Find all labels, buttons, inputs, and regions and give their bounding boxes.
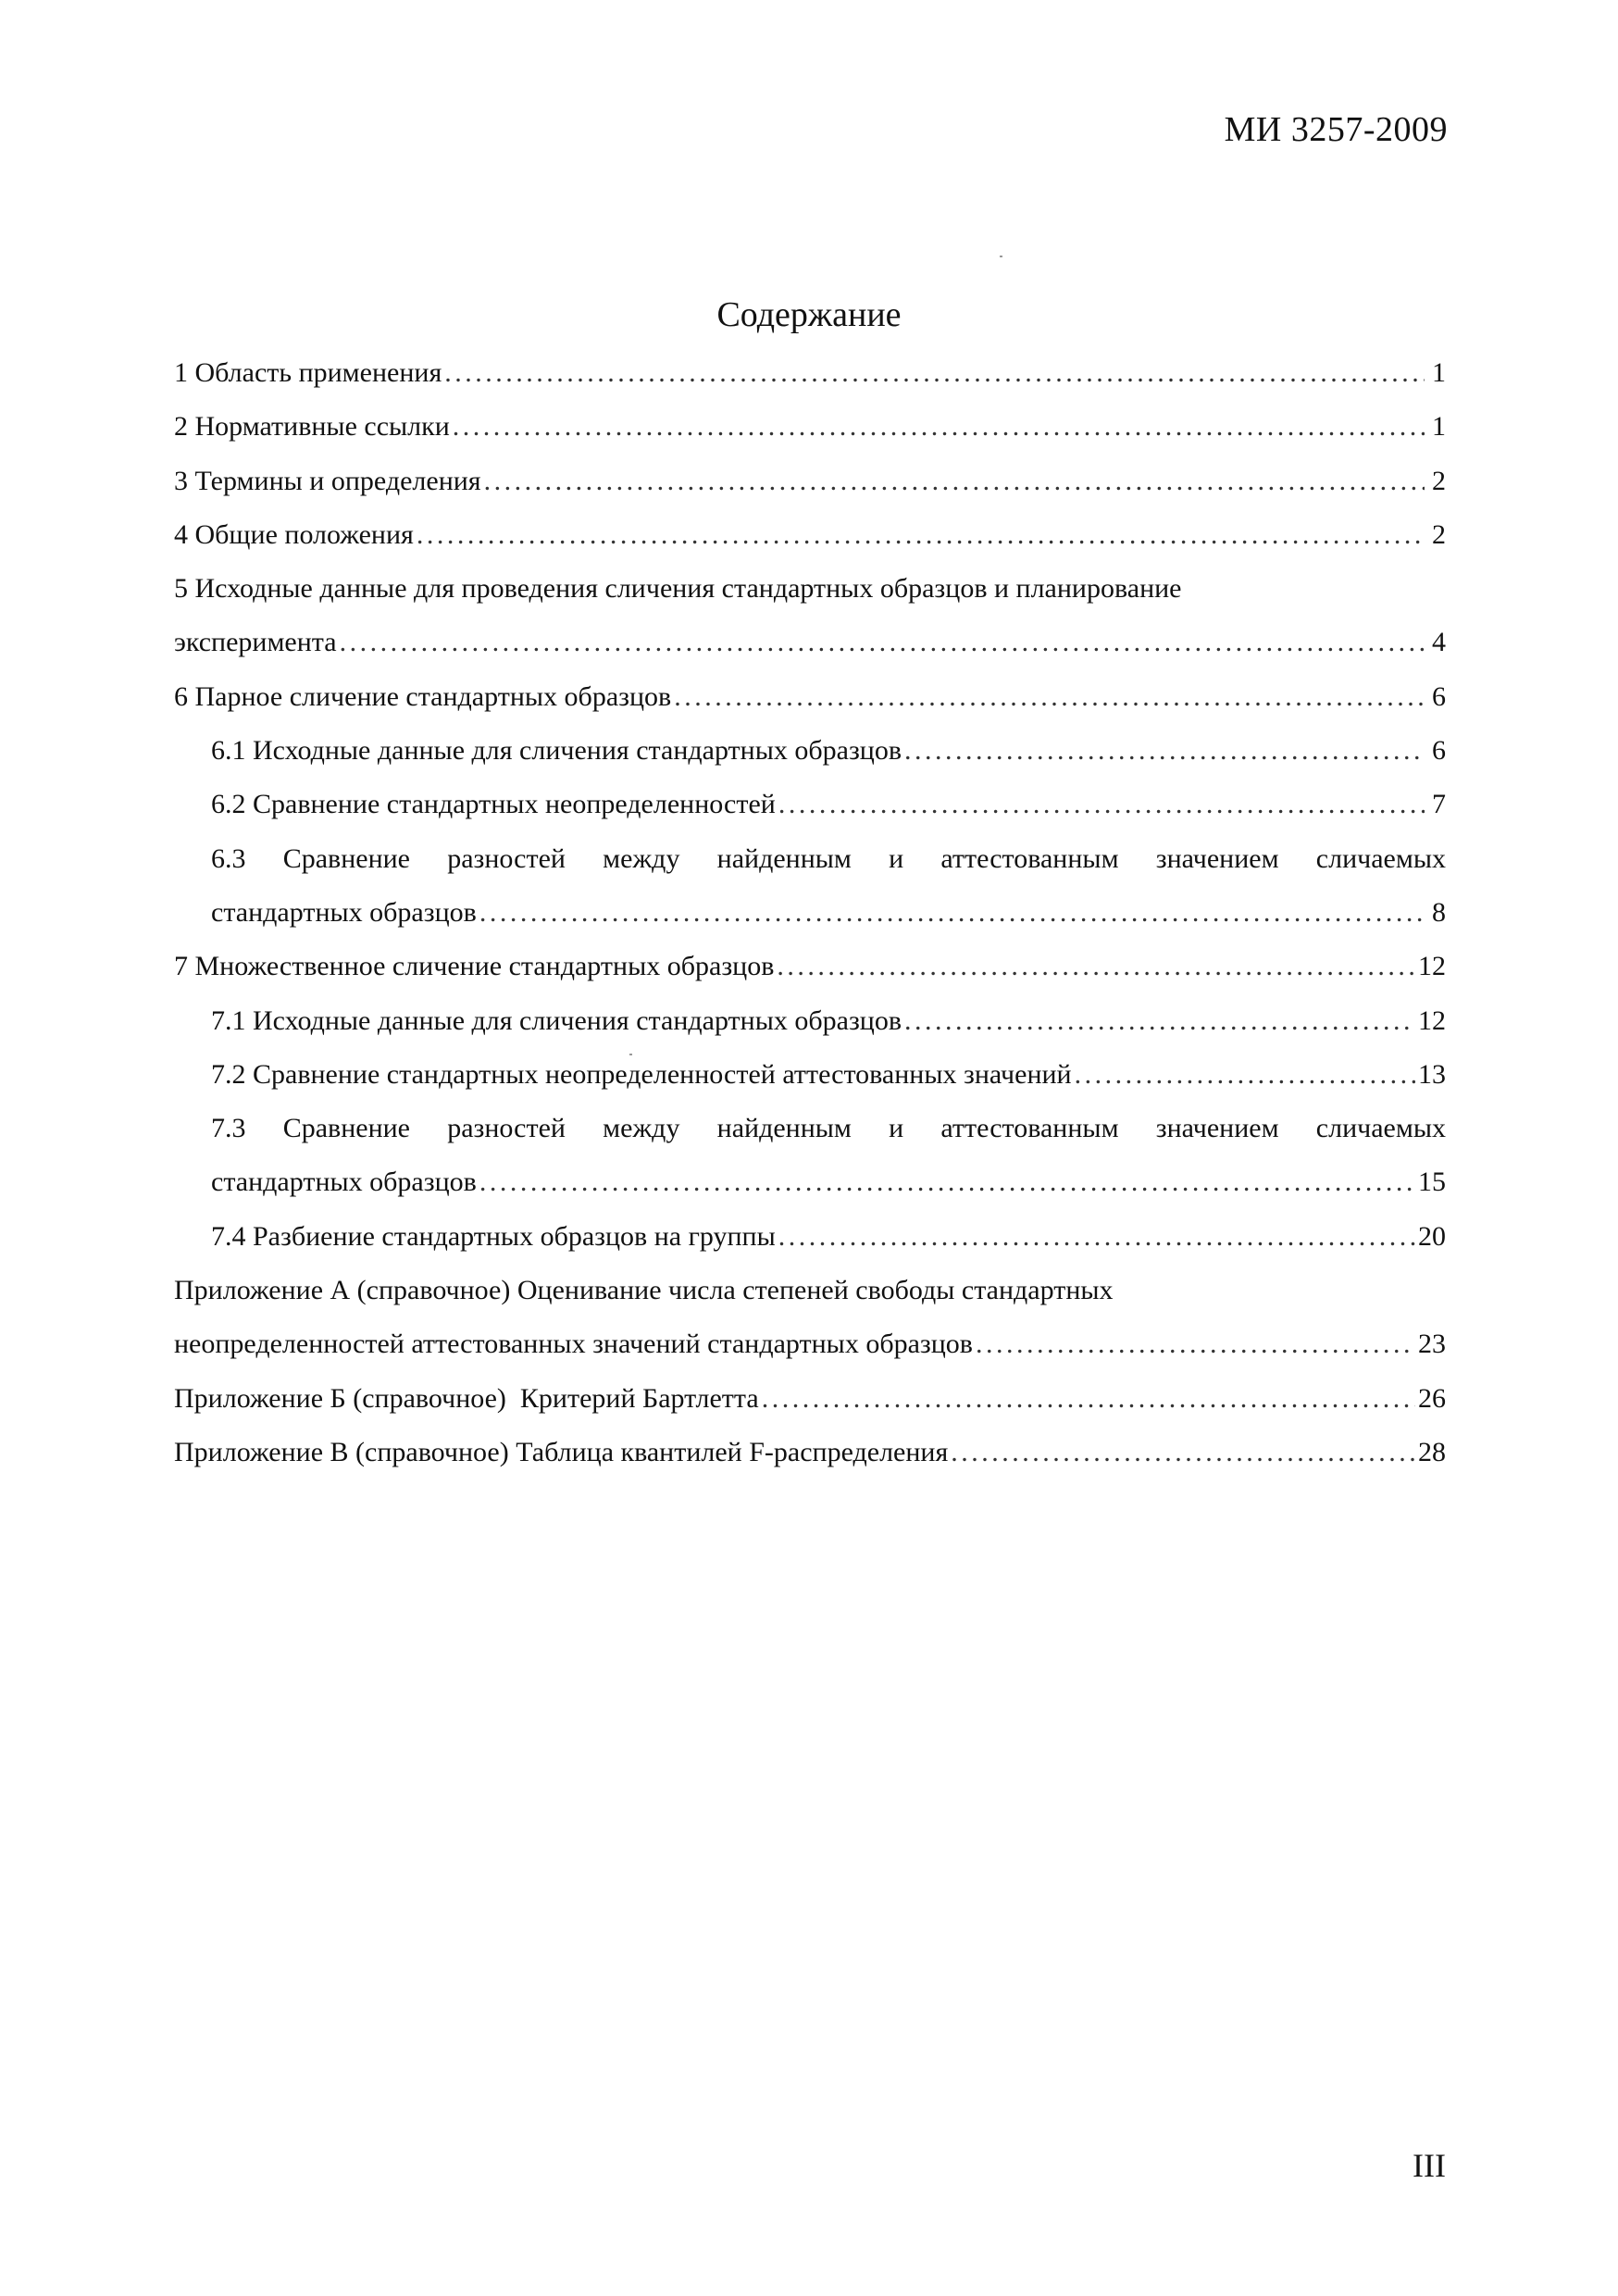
toc-entry-text: 6.2 Сравнение стандартных неопределенностей xyxy=(211,789,776,820)
toc-page-number: 6 xyxy=(1432,680,1446,712)
toc-entry-appendix-b[interactable] xyxy=(174,1383,1446,1437)
toc-page-number: 28 xyxy=(1418,1436,1446,1467)
toc-entry-7-2[interactable] xyxy=(174,1059,1446,1113)
toc-entry-7-1[interactable] xyxy=(174,1005,1446,1059)
dot-leader xyxy=(777,951,1415,982)
toc-page-number: 2 xyxy=(1432,465,1446,496)
dot-leader xyxy=(1075,1059,1415,1091)
toc-entry-text-line1: 7.3 Сравнение разностей между найденным и аттестованным значением сличаемых xyxy=(211,1113,1446,1144)
toc-page-number: 15 xyxy=(1418,1167,1446,1198)
toc-title: Содержание xyxy=(716,295,902,334)
toc-entry-text-line2: стандартных образцов xyxy=(211,1167,477,1198)
toc-entry-text-line2: неопределенностей аттестованных значений стандартных образцов xyxy=(174,1329,973,1360)
toc-entry-text-line1: 5 Исходные данные для проведения сличения стандартных образцов и планирование xyxy=(174,573,1182,605)
page-number: III xyxy=(1413,2147,1446,2184)
toc-entry-text: 7.1 Исходные данные для сличения стандартных образцов xyxy=(211,1004,902,1036)
dot-leader xyxy=(340,627,1425,658)
toc-entry-text: 6.1 Исходные данные для сличения стандартных образцов xyxy=(211,735,902,767)
toc-page-number: 4 xyxy=(1432,627,1446,658)
toc-entry-6[interactable] xyxy=(174,681,1446,735)
toc-entry-text: Приложение В (справочное) Таблица квантилей F-распределения xyxy=(174,1436,949,1467)
dot-leader xyxy=(479,897,1425,929)
toc-page-number: 12 xyxy=(1418,951,1446,982)
toc-entry-text: 7 Множественное сличение стандартных образцов xyxy=(174,951,775,982)
dot-leader xyxy=(778,1221,1415,1253)
toc-entry-7-4[interactable] xyxy=(174,1221,1446,1275)
toc-page-number: 7 xyxy=(1432,789,1446,820)
toc-entry-text-line2: стандартных образцов xyxy=(211,896,477,928)
toc-entry-6-2[interactable] xyxy=(174,789,1446,842)
toc-page-number: 6 xyxy=(1432,735,1446,767)
toc-entry-7-3[interactable] xyxy=(174,1113,1446,1221)
toc-entry-text-line1: Приложение А (справочное) Оценивание числа степеней свободы стандартных xyxy=(174,1275,1114,1306)
toc-page-number: 1 xyxy=(1432,357,1446,388)
toc-entry-6-3[interactable] xyxy=(174,843,1446,952)
toc-entry-appendix-v[interactable] xyxy=(174,1437,1446,1491)
dot-leader xyxy=(976,1329,1415,1360)
dot-leader xyxy=(417,519,1425,551)
toc-entry-text: 1 Область применения xyxy=(174,357,442,388)
toc-entry-text-line1: 6.3 Сравнение разностей между найденным и аттестованным значением сличаемых xyxy=(211,842,1446,874)
toc-entry-2[interactable] xyxy=(174,411,1446,465)
dot-leader xyxy=(904,735,1425,767)
toc-page-number: 12 xyxy=(1418,1004,1446,1036)
toc-entry-text: 3 Термины и определения xyxy=(174,465,481,496)
dot-leader xyxy=(951,1437,1415,1468)
toc-entry-text: Приложение Б (справочное) Критерий Бартлетта xyxy=(174,1382,759,1414)
scan-speck xyxy=(629,1054,632,1055)
toc-page-number: 13 xyxy=(1418,1058,1446,1090)
toc-entry-text: 2 Нормативные ссылки xyxy=(174,411,450,443)
toc-entry-5[interactable] xyxy=(174,573,1446,681)
document-code: МИ 3257-2009 xyxy=(1224,110,1448,149)
dot-leader xyxy=(453,411,1425,443)
toc-entry-text: 7.4 Разбиение стандартных образцов на группы xyxy=(211,1220,776,1252)
dot-leader xyxy=(479,1167,1415,1198)
toc-entry-7[interactable] xyxy=(174,951,1446,1004)
toc-page-number: 23 xyxy=(1418,1329,1446,1360)
toc-entry-4[interactable] xyxy=(174,519,1446,573)
toc-page-number: 20 xyxy=(1418,1220,1446,1252)
dot-leader xyxy=(762,1383,1415,1415)
dot-leader xyxy=(778,789,1425,820)
toc-page-number: 1 xyxy=(1432,411,1446,443)
toc-entry-6-1[interactable] xyxy=(174,735,1446,789)
toc-entry-appendix-a[interactable] xyxy=(174,1275,1446,1383)
dot-leader xyxy=(444,357,1425,389)
toc-entry-text: 7.2 Сравнение стандартных неопределенностей аттестованных значений xyxy=(211,1058,1072,1090)
dot-leader xyxy=(484,466,1425,497)
toc-entry-text: 6 Парное сличение стандартных образцов xyxy=(174,680,672,712)
toc-page-number: 2 xyxy=(1432,518,1446,550)
toc-page-number: 8 xyxy=(1432,896,1446,928)
toc-entry-text: 4 Общие положения xyxy=(174,518,414,550)
dot-leader xyxy=(904,1005,1415,1037)
table-of-contents xyxy=(174,357,1446,1491)
scan-speck xyxy=(1000,256,1002,257)
dot-leader xyxy=(674,681,1425,713)
toc-entry-text-line2: эксперимента xyxy=(174,627,337,658)
toc-entry-1[interactable] xyxy=(174,357,1446,411)
toc-entry-3[interactable] xyxy=(174,466,1446,519)
toc-page-number: 26 xyxy=(1418,1382,1446,1414)
